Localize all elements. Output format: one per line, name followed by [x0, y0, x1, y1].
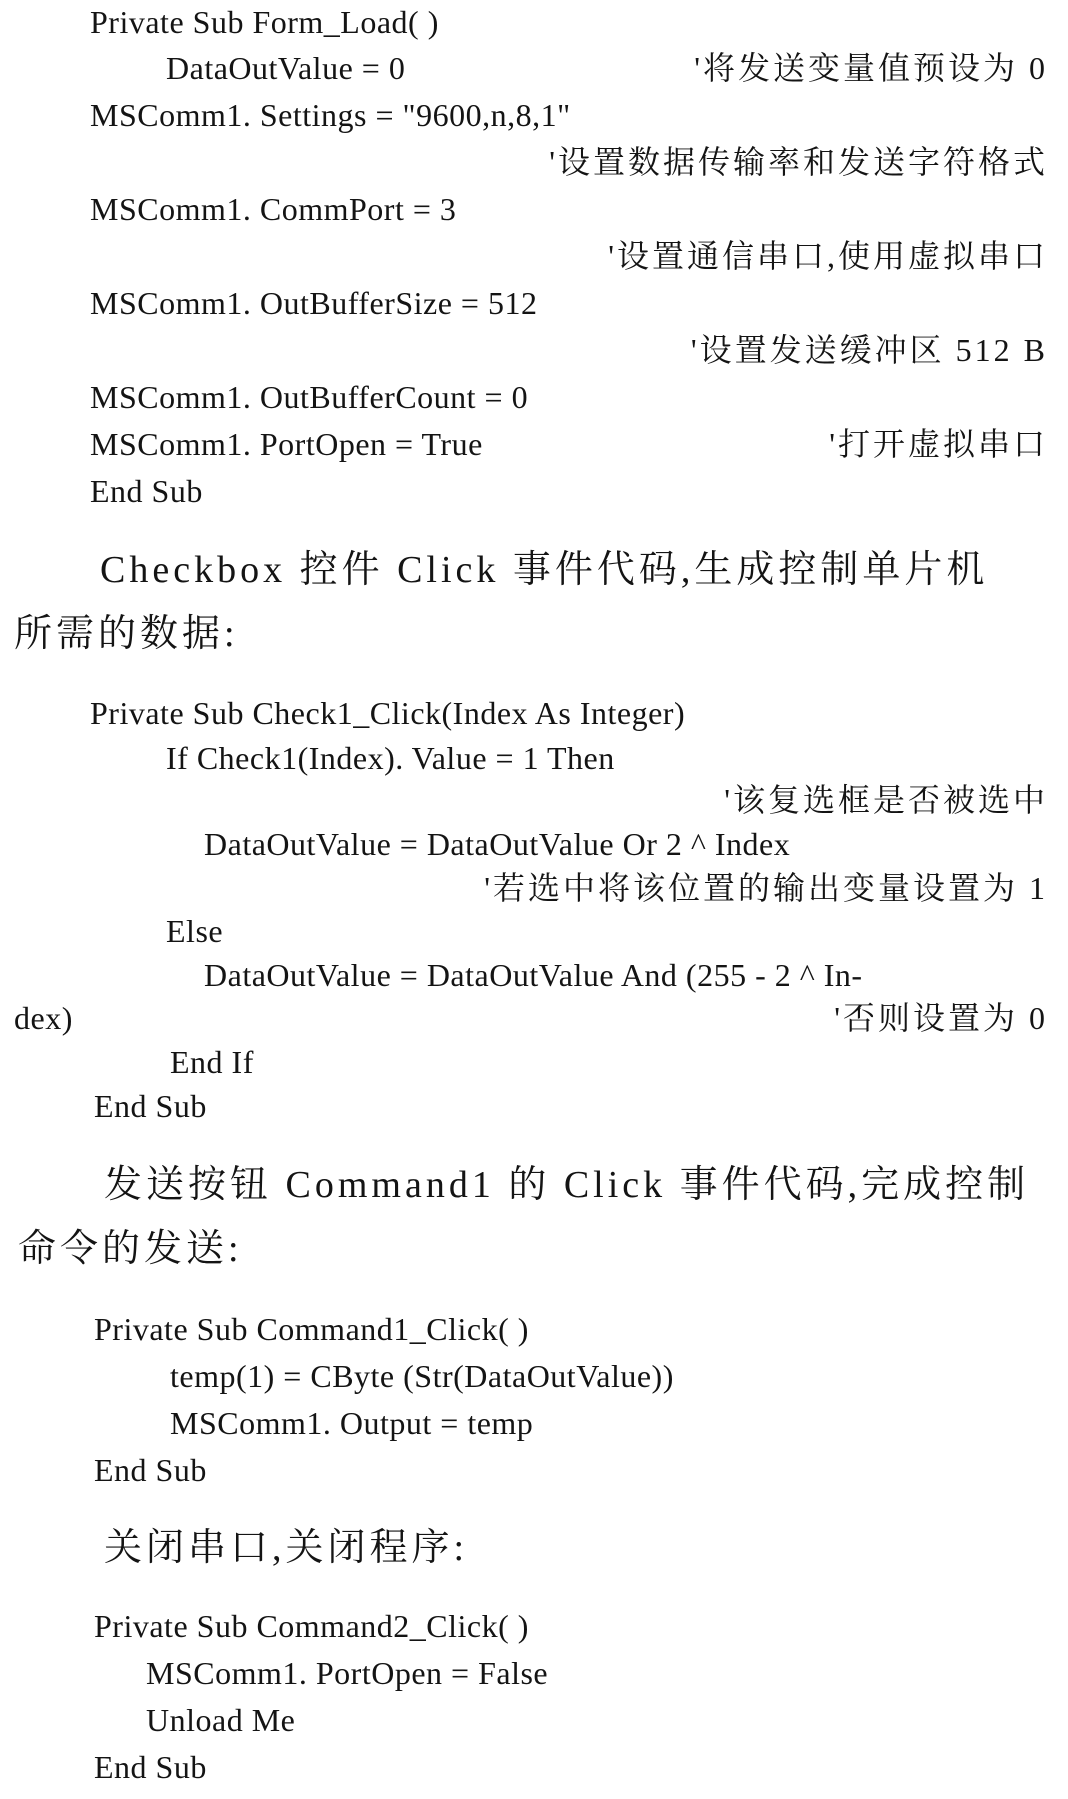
code-line: MSComm1. Settings = "9600,n,8,1" — [90, 97, 571, 133]
code-line: Else — [166, 913, 224, 949]
code-line: Private Sub Command2_Click( ) — [94, 1608, 529, 1644]
code-line: Private Sub Check1_Click(Index As Integer) — [90, 695, 686, 731]
code-comment: '设置通信串口,使用虚拟串口 — [608, 238, 1048, 274]
code-line: Private Sub Form_Load( ) — [90, 4, 439, 40]
code-comment: '否则设置为 0 — [834, 1000, 1048, 1036]
code-line: DataOutValue = DataOutValue Or 2 ^ Index — [204, 826, 791, 862]
code-line: DataOutValue = 0 — [166, 50, 406, 86]
code-line: dex) — [14, 1000, 73, 1036]
code-line: MSComm1. Output = temp — [170, 1405, 534, 1441]
code-line: MSComm1. PortOpen = True — [90, 426, 483, 462]
code-line: MSComm1. PortOpen = False — [146, 1655, 549, 1691]
code-line: End If — [170, 1044, 254, 1080]
code-comment: '打开虚拟串口 — [829, 426, 1048, 462]
paragraph-line: 关闭串口,关闭程序: — [104, 1527, 469, 1569]
code-line: End Sub — [94, 1452, 207, 1488]
code-line: DataOutValue = DataOutValue And (255 - 2 ^ In- — [204, 957, 863, 993]
code-line: End Sub — [90, 473, 203, 509]
paragraph-line: Checkbox 控件 Click 事件代码,生成控制单片机 — [100, 549, 989, 591]
paragraph-line: 所需的数据: — [14, 613, 239, 655]
code-comment: '设置数据传输率和发送字符格式 — [549, 144, 1048, 180]
code-line: Unload Me — [146, 1702, 296, 1738]
code-line: End Sub — [94, 1088, 207, 1124]
code-comment: '设置发送缓冲区 512 B — [690, 332, 1048, 368]
code-line: If Check1(Index). Value = 1 Then — [166, 740, 615, 776]
code-line: End Sub — [94, 1749, 207, 1785]
code-line: temp(1) = CByte (Str(DataOutValue)) — [170, 1358, 674, 1394]
code-line: MSComm1. CommPort = 3 — [90, 191, 457, 227]
paragraph-line: 命令的发送: — [18, 1228, 243, 1270]
code-comment: '将发送变量值预设为 0 — [694, 50, 1048, 86]
paragraph-line: 发送按钮 Command1 的 Click 事件代码,完成控制 — [104, 1164, 1030, 1206]
code-line: MSComm1. OutBufferCount = 0 — [90, 379, 529, 415]
code-line: MSComm1. OutBufferSize = 512 — [90, 285, 538, 321]
code-comment: '该复选框是否被选中 — [724, 782, 1048, 818]
code-line: Private Sub Command1_Click( ) — [94, 1311, 529, 1347]
code-comment: '若选中将该位置的输出变量设置为 1 — [484, 870, 1048, 906]
